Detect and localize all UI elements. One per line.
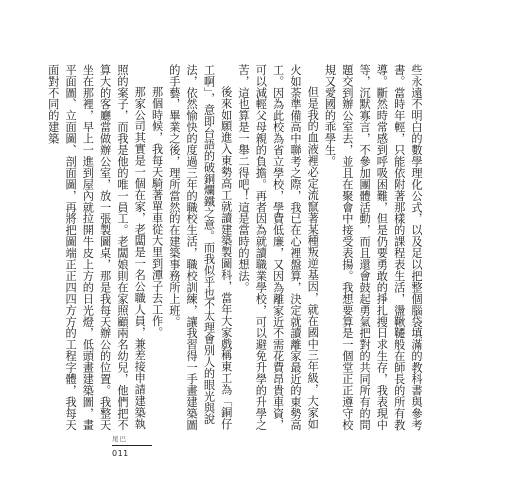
paragraph-1: 些永遠不明白的數學理化公式，以及足以把整個腦袋填滿的教科書與參考書。當時年輕，只能依附著那樣的課程表生活，盪鞦韆般在師長的所有教導。斷然時常感到呼吸困難，但是仍要勇敢的掙扎搜日求生存，我表現中等，沉默寡言，不參加團體活動，而且還會鼓起勇氣把對的共同所有的問題交到辦公室去，並且在聚會中接受表揚。我想要算是一個堂正正遵守校規又愛國的乖學生。 xyxy=(323,64,423,431)
paragraph-2: 但是我的血液裡必定流竄著某種叛逆基因，就在國中三年級，大家如火如荼準備高中聯考之際，我已在心裡盤算，決定就讀離家最近的東勢高工。因為此校為省立學校，學費低廉，又因為離家近不需花費昂貴車資，可以減輕父母親的負擔。再者因為就讀職業學校，可以避免升學的升學之苦，這也算是一舉二得吧！這是當時的想法。 xyxy=(237,64,320,431)
paragraph-5: 那家公司其實是一個在家，老闆是一名公職人員，兼差接申請建築執照的案子，而我是他的唯一員工。老闆娘則在家照顧兩名幼兒，他們把不算大的客廳當做辦公室，放一張製圖桌，那是我每天辦公的位置。我整天坐在那裡，早上一進到屋內就拉開牛皮上方的日光燈，低頭畫建築圖，畫平面圖、立面圖、剖面圖，再將把圖端正正四四方方的工程字體，我每天面對不同的建築 xyxy=(46,64,147,431)
footer-rule xyxy=(112,445,152,446)
paragraph-4: 那個時候，我每天騎著單車從大里到潭子去工作。 xyxy=(150,86,164,339)
running-footer-label: 尾巴 xyxy=(112,435,127,443)
page-footer xyxy=(112,434,152,458)
page-number: 011 xyxy=(112,449,129,458)
paragraph-3: 後來如願進入東勢高工就讀建築製圖科，當年大家戲稱東工為「銅仔工啊」，意即台語的破銅爛鐵之意。而我似乎也不太理會別人的眼光與說法，依然愉快的度過三年的職校生活，職校訓練，讓我習得一手畫建築圖的手藝，畢業之後，理所當然的在建築事務所上班。 xyxy=(167,64,233,431)
vertical-text-block xyxy=(46,64,425,432)
